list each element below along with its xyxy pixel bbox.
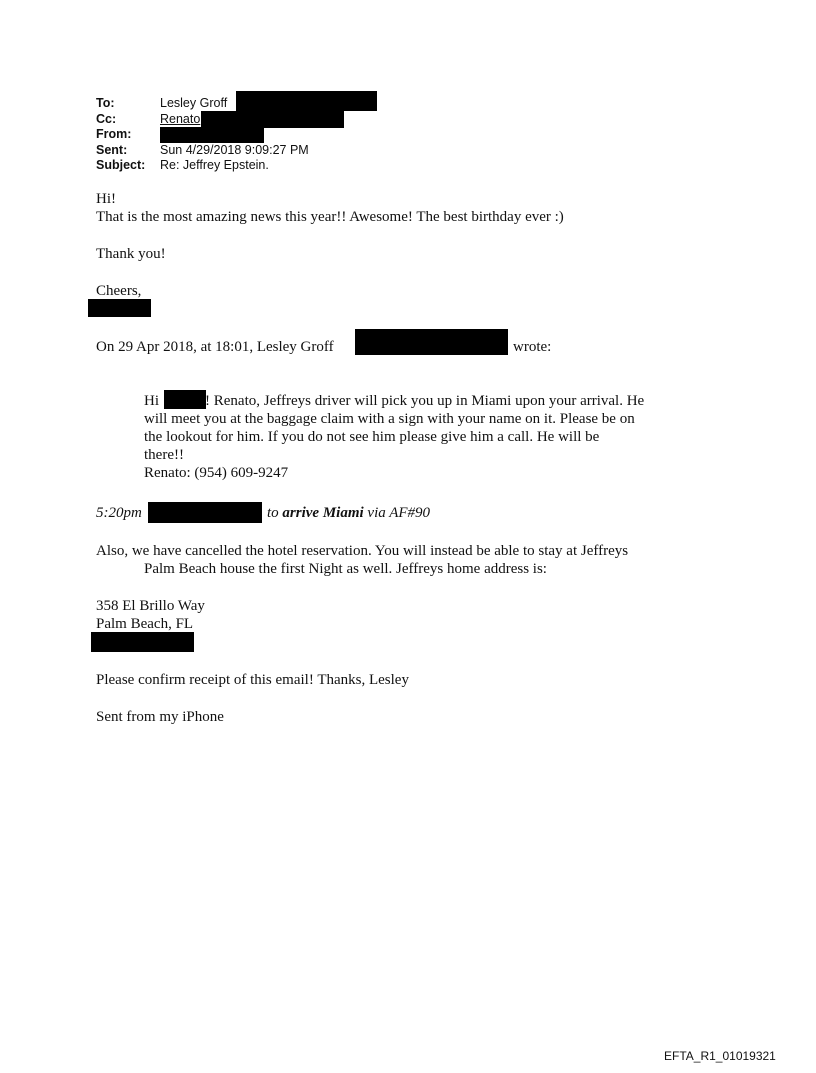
redaction-to-email (236, 91, 377, 111)
flight-via: via AF#90 (367, 505, 431, 521)
subject-label: Subject: (96, 158, 146, 172)
sent-value: Sun 4/29/2018 9:09:27 PM (160, 142, 309, 157)
closing-confirm: Please confirm receipt of this email! Thanks, Lesley (96, 672, 409, 688)
flight-time: 5:20pm (96, 505, 142, 521)
redaction-zip (91, 632, 194, 652)
reply-thanks: Thank you! (96, 246, 166, 262)
hotel-line1: Also, we have cancelled the hotel reservation. You will instead be able to stay at Jeffreys (96, 543, 629, 559)
reply-line: That is the most amazing news this year!! Awesome! The best birthday ever :) (96, 209, 564, 225)
redaction-recipient-name (164, 390, 206, 409)
address-city: Palm Beach, FL (96, 616, 194, 632)
quote-intro-before: On 29 Apr 2018, at 18:01, Lesley Groff (96, 339, 334, 355)
reply-greeting: Hi! (96, 191, 116, 207)
from-label: From: (96, 127, 132, 141)
redaction-departure (148, 502, 262, 523)
redaction-cc-email (201, 111, 344, 128)
flight-details (267, 504, 430, 522)
document-id: EFTA_R1_01019321 (664, 1049, 776, 1063)
flight-to: to (267, 505, 279, 521)
reply-signoff: Cheers, (96, 283, 142, 299)
quoted-line3: the lookout for him. If you do not see him please give him a call. He will be (144, 429, 600, 445)
redaction-from (160, 127, 264, 143)
to-label: To: (96, 96, 115, 110)
to-value: Lesley Groff (160, 96, 228, 110)
redaction-signature (88, 299, 151, 317)
flight-arrive: arrive Miami (282, 505, 364, 521)
hotel-line2: Palm Beach house the first Night as well. Jeffreys home address is: (144, 561, 547, 577)
cc-label: Cc: (96, 111, 117, 126)
quoted-line1: ! Renato, Jeffreys driver will pick you up in Miami upon your arrival. He (205, 393, 645, 409)
quoted-line4: there!! (144, 447, 184, 463)
subject-value: Re: Jeffrey Epstein. (160, 158, 269, 172)
closing-sent-from: Sent from my iPhone (96, 709, 224, 725)
quoted-phone-line: Renato: (954) 609-9247 (144, 465, 289, 481)
quote-intro-after: wrote: (513, 339, 552, 355)
address-street: 358 El Brillo Way (96, 598, 205, 614)
sent-label: Sent: (96, 142, 128, 157)
quoted-hi: Hi (144, 393, 159, 409)
quoted-line2: will meet you at the baggage claim with a sign with your name on it. Please be on (144, 411, 635, 427)
cc-value: Renato (160, 111, 201, 126)
redaction-sender-email (355, 329, 508, 355)
